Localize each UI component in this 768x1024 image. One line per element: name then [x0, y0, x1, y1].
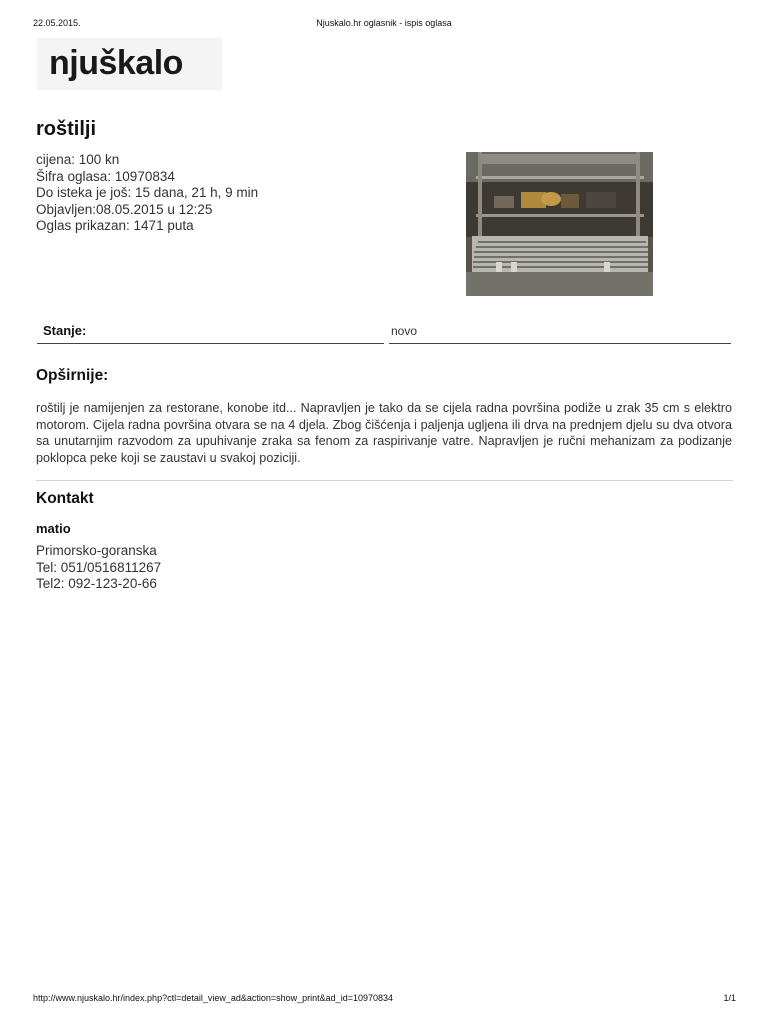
print-url: http://www.njuskalo.hr/index.php?ctl=detail_view_ad&action=show_print&ad_id=10970834 — [33, 993, 393, 1003]
ad-views: Oglas prikazan: 1471 puta — [36, 218, 194, 234]
ad-price: cijena: 100 kn — [36, 152, 120, 167]
ad-title: roštilji — [36, 118, 97, 140]
contact-phone: Tel: 051/0516811267 — [36, 559, 162, 575]
logo-text: njuškalo — [49, 44, 183, 82]
description-heading: Opširnije: — [36, 367, 109, 384]
print-title: Njuskalo.hr oglasnik - ispis oglasa — [316, 18, 452, 28]
ad-published: Objavljen:08.05.2015 u 12:25 — [36, 201, 213, 217]
description-text: roštilj je namijenjen za restorane, konobe itd... Napravljen je tako da se cijela radna površina podiže u zrak 35 cm s elektro motorom. Cijela radna površina otvara se na 4 djela. Zbog čišćenja i paljenja ugljena ili drva na prednjem djelu su dva otvora sa unutarnjim razvodom za upuhivanje zraka sa fenom za raspirivanje vatre. Napravljen je ručni mehanizam za podizanje poklopca peke koji se zaustavi u svakoj poziciji. — [36, 401, 732, 465]
ad-code: Šifra oglasa: 10970834 — [36, 168, 175, 184]
contact-region: Primorsko-goranska — [36, 543, 157, 558]
print-page-number: 1/1 — [723, 993, 736, 1003]
section-divider — [36, 480, 733, 481]
condition-value: novo — [391, 324, 418, 338]
print-date: 22.05.2015. — [33, 18, 81, 28]
ad-expires: Do isteka je još: 15 dana, 21 h, 9 min — [36, 185, 259, 201]
contact-details — [36, 543, 161, 593]
contact-name: matio — [36, 521, 71, 536]
contact-heading: Kontakt — [36, 490, 94, 507]
condition-label: Stanje: — [43, 323, 87, 338]
ad-photo — [466, 152, 653, 296]
condition-value-cell — [389, 316, 731, 344]
condition-label-cell — [37, 316, 384, 344]
njuskalo-logo[interactable] — [37, 38, 222, 90]
ad-info — [36, 152, 258, 235]
details-row-condition — [37, 316, 731, 344]
contact-phone-2: Tel2: 092-123-20-66 — [36, 576, 157, 592]
